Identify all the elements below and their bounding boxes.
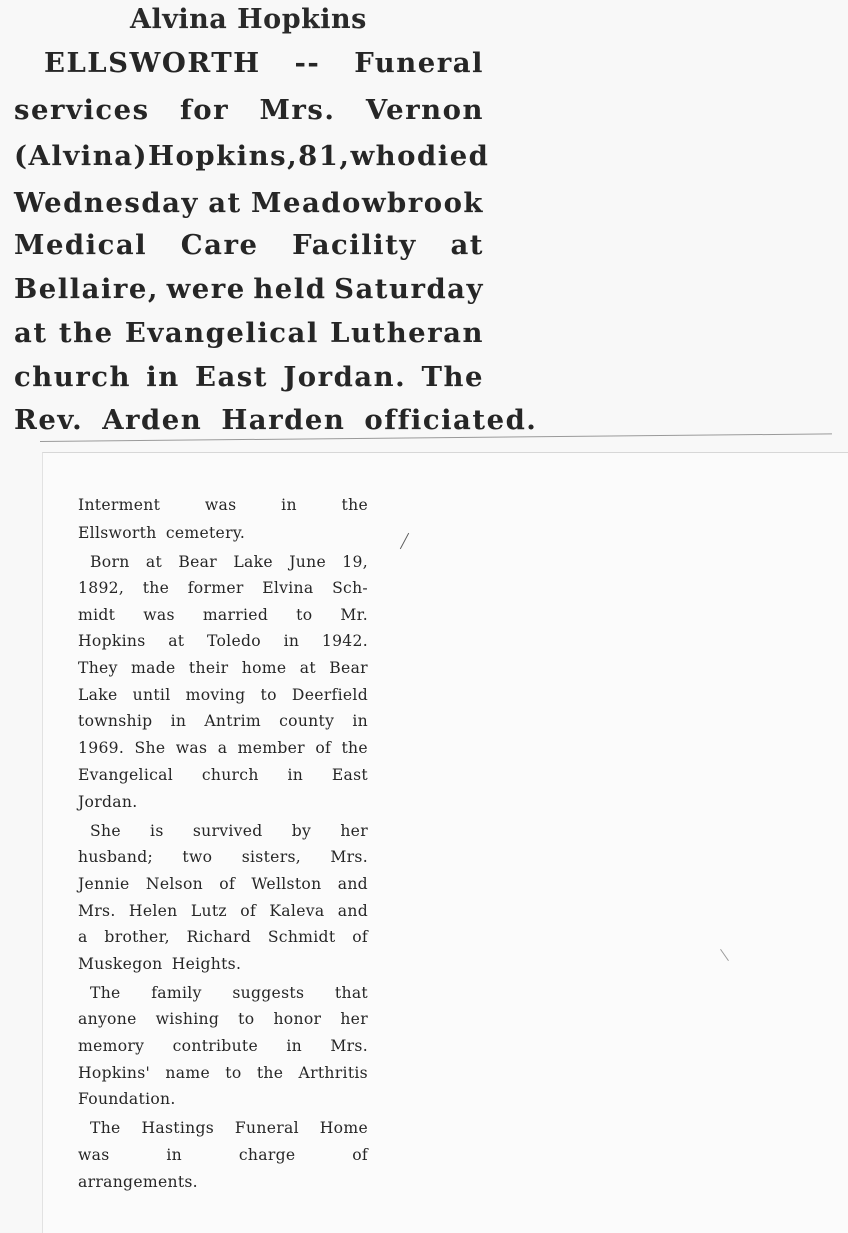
column-line [78, 581, 368, 597]
word: a [217, 739, 228, 757]
obituary-top-clipping [0, 0, 538, 450]
word: was [204, 496, 237, 514]
word: Antrim [204, 712, 261, 730]
column-line [78, 608, 368, 624]
word: the [142, 579, 170, 597]
word: of [315, 739, 332, 757]
word: to [238, 1010, 255, 1028]
word: charge [238, 1146, 296, 1164]
lead-line-text: Rev. Arden Harden officiated. [14, 404, 538, 436]
word: Elvina [262, 579, 314, 597]
word: She [134, 739, 166, 757]
word: Interment [78, 496, 161, 514]
word: 1969. [78, 739, 125, 757]
word: Bear [178, 553, 218, 571]
word: that [334, 984, 368, 1002]
word: Hastings [141, 1119, 215, 1137]
column-line [78, 1092, 368, 1108]
word: the [341, 739, 368, 757]
column-line [78, 498, 368, 514]
word: Nelson [145, 875, 203, 893]
word: East [194, 361, 268, 393]
word: honor [273, 1010, 322, 1028]
column-line [78, 1066, 368, 1082]
column-line [78, 930, 368, 946]
word: The [90, 1119, 121, 1137]
word: in [170, 712, 187, 730]
word: Hopkins, [148, 140, 299, 172]
column-line-text: Foundation. [78, 1090, 176, 1108]
word: Lutheran [330, 317, 484, 349]
word: Saturday [334, 273, 484, 305]
word: was [175, 739, 208, 757]
word: Facility [292, 229, 417, 261]
word: Bear [329, 659, 368, 677]
column-line [78, 795, 368, 811]
word: suggests [232, 984, 305, 1002]
word: family [151, 984, 202, 1002]
lead-line [14, 404, 538, 436]
lead-line [14, 317, 484, 349]
word: the [341, 496, 368, 514]
word: church [201, 766, 259, 784]
word: and [337, 902, 368, 920]
column-line [78, 877, 368, 893]
word: the [58, 317, 114, 349]
word: of [219, 875, 236, 893]
word: Mrs. [259, 94, 336, 126]
obituary-headline: Alvina Hopkins [130, 4, 367, 35]
word: Helen [128, 902, 178, 920]
word: in [352, 712, 368, 730]
word: Meadowbrook [251, 187, 484, 219]
word: the [256, 1064, 284, 1082]
word: The [90, 984, 121, 1002]
lead-line [14, 273, 484, 305]
word: Evangelical [124, 317, 319, 349]
word: Sch- [332, 579, 368, 597]
word: Bellaire, [14, 273, 159, 305]
word: to [260, 686, 277, 704]
word: Hopkins' [78, 1064, 151, 1082]
word: until [132, 686, 171, 704]
word: Medical [14, 229, 148, 261]
word: died [417, 140, 490, 172]
word: wishing [155, 1010, 220, 1028]
word: Arthritis [298, 1064, 368, 1082]
column-line [90, 555, 368, 571]
word: in [287, 766, 304, 784]
word: Deerfield [291, 686, 368, 704]
word: brother, [104, 928, 170, 946]
column-line [78, 957, 368, 973]
word: is [150, 822, 164, 840]
word: by [291, 822, 312, 840]
column-line [78, 714, 368, 730]
word: in [166, 1146, 183, 1164]
word: memory [78, 1037, 145, 1055]
column-line [90, 1121, 368, 1137]
word: in [146, 361, 180, 393]
column-line [78, 904, 368, 920]
word: Mr. [340, 606, 368, 624]
column-line [90, 986, 368, 1002]
word: contribute [172, 1037, 259, 1055]
word: anyone [78, 1010, 137, 1028]
word: Vernon [365, 94, 484, 126]
word: 81, [298, 140, 351, 172]
word: was [78, 1146, 110, 1164]
word: at [168, 632, 185, 650]
word: She [90, 822, 121, 840]
word: Mrs. [330, 848, 368, 866]
word: in [286, 1037, 303, 1055]
lead-line [44, 47, 484, 79]
word: for [179, 94, 230, 126]
word: Toledo [206, 632, 261, 650]
word: Funeral [234, 1119, 299, 1137]
word: name [165, 1064, 210, 1082]
lead-line [14, 140, 490, 172]
word: her [340, 822, 368, 840]
word: at [299, 659, 316, 677]
lead-line [14, 187, 484, 219]
column-line [78, 634, 368, 650]
word: of [240, 902, 257, 920]
column-line [78, 768, 368, 784]
word: at [145, 553, 163, 571]
column-line [78, 741, 368, 757]
column-line-text: arrangements. [78, 1173, 198, 1191]
word: Lutz [190, 902, 227, 920]
word: her [340, 1010, 368, 1028]
word: Born [90, 553, 130, 571]
word: church [14, 361, 131, 393]
column-line [78, 1175, 368, 1191]
word: Care [180, 229, 259, 261]
word: Wellston [251, 875, 322, 893]
word: survived [192, 822, 263, 840]
word: at [450, 229, 484, 261]
word: former [187, 579, 244, 597]
word: husband; [78, 848, 154, 866]
word: 1892, [78, 579, 125, 597]
column-line-text: Ellsworth cemetery. [78, 524, 246, 542]
lead-line [14, 229, 484, 261]
column-line [78, 1039, 368, 1055]
word: a [78, 928, 88, 946]
column-line [78, 850, 368, 866]
word: The [421, 361, 484, 393]
column-line [78, 661, 368, 677]
word: township [78, 712, 153, 730]
word: were [166, 273, 246, 305]
word: to [296, 606, 313, 624]
word: sisters, [241, 848, 302, 866]
word: at [14, 317, 48, 349]
word: to [225, 1064, 242, 1082]
word: in [281, 496, 297, 514]
word: of [352, 1146, 368, 1164]
word: Funeral [354, 47, 484, 79]
word: made [131, 659, 176, 677]
word: was [143, 606, 175, 624]
word: Mrs. [78, 902, 116, 920]
word: services [14, 94, 150, 126]
word: and [337, 875, 368, 893]
word: 19, [342, 553, 368, 571]
word: home [241, 659, 287, 677]
word: Evangelical [78, 766, 174, 784]
lead-line [14, 94, 484, 126]
column-line [78, 1012, 368, 1028]
word: in [283, 632, 300, 650]
word: Jordan. [283, 361, 407, 393]
word: Mrs. [330, 1037, 368, 1055]
word: moving [185, 686, 246, 704]
word: two [182, 848, 213, 866]
word: Richard [186, 928, 252, 946]
word: June [289, 553, 326, 571]
word: held [253, 273, 327, 305]
word: county [279, 712, 335, 730]
word: Jennie [78, 875, 130, 893]
word: of [352, 928, 368, 946]
word: midt [78, 606, 116, 624]
word: their [188, 659, 229, 677]
word: Hopkins [78, 632, 146, 650]
word: ELLSWORTH [44, 47, 261, 79]
word: Lake [233, 553, 273, 571]
word: They [78, 659, 118, 677]
word: (Alvina) [14, 140, 149, 172]
word: Schmidt [267, 928, 336, 946]
column-line [78, 1148, 368, 1164]
word: Wednesday [14, 187, 199, 219]
column-line [90, 824, 368, 840]
column-line-text: Muskegon Heights. [78, 955, 242, 973]
column-line [78, 526, 368, 542]
word: Lake [78, 686, 118, 704]
word: -- [294, 47, 321, 79]
word: at [208, 187, 242, 219]
lead-line [14, 361, 484, 393]
word: married [202, 606, 269, 624]
column-line-text: Jordan. [78, 793, 138, 811]
word: 1942. [321, 632, 368, 650]
word: Kaleva [269, 902, 325, 920]
word: Home [319, 1119, 368, 1137]
word: member [237, 739, 305, 757]
word: East [331, 766, 368, 784]
word: who [350, 140, 418, 172]
column-line [78, 688, 368, 704]
